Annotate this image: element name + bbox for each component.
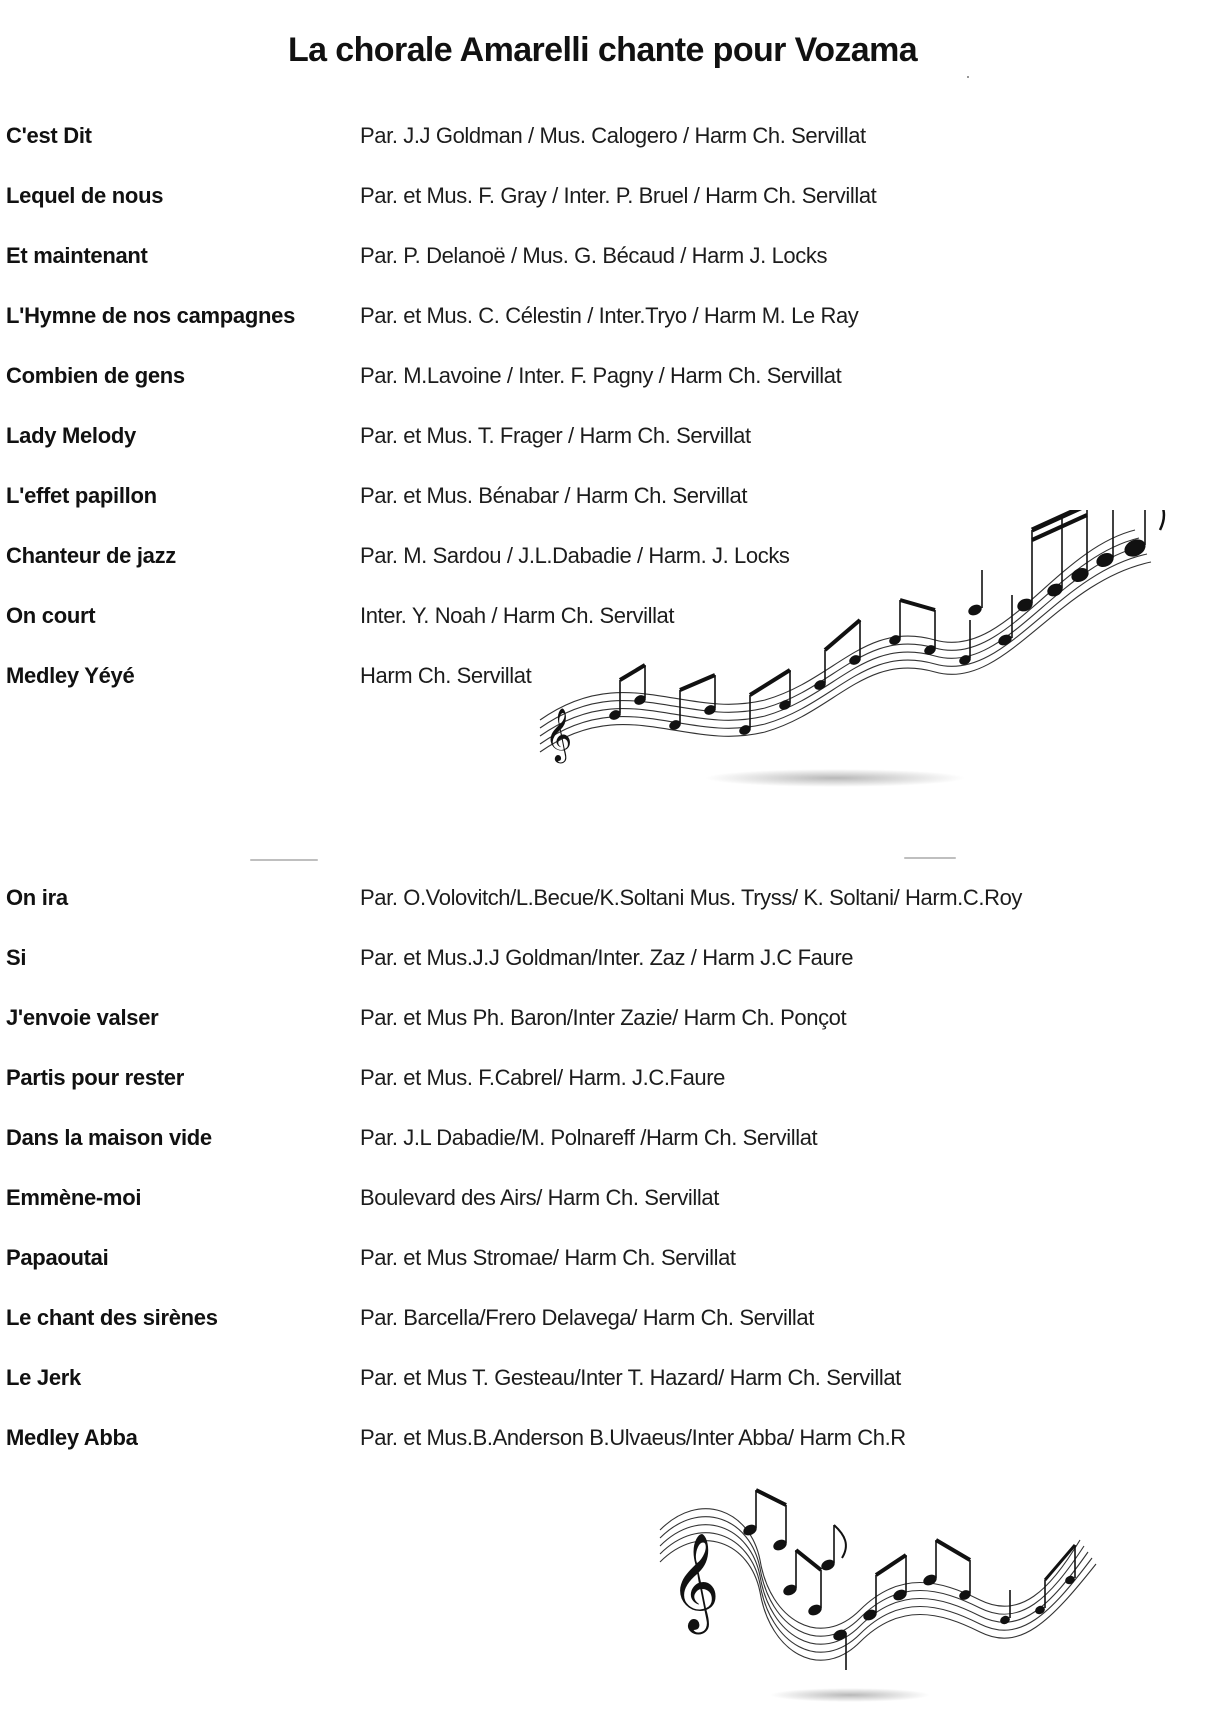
song-title: C'est Dit [6, 123, 92, 148]
song-title: On court [6, 603, 96, 628]
song-credits: Par. et Mus.J.J Goldman/Inter. Zaz / Harm J.C Faure [360, 945, 854, 970]
song-credits: Par. et Mus.B.Anderson B.Ulvaeus/Inter Abba/ Harm Ch.R [360, 1425, 906, 1450]
song-title: Medley Yéyé [6, 663, 135, 688]
program-row-on-ira [0, 885, 1205, 945]
song-title: Emmène-moi [6, 1185, 142, 1210]
program-row-si [0, 945, 1205, 1005]
song-title: Et maintenant [6, 243, 148, 268]
program-row-partis-pour-rester [0, 1065, 1205, 1125]
song-title: Partis pour rester [6, 1065, 185, 1090]
page-title: La chorale Amarelli chante pour Vozama [287, 30, 918, 69]
song-title: J'envoie valser [6, 1005, 159, 1030]
song-credits: Par. J.L Dabadie/M. Polnareff /Harm Ch. Servillat [360, 1125, 818, 1150]
music-notes-icon [535, 510, 1185, 790]
song-title: Papaoutai [6, 1245, 109, 1270]
song-title: Si [6, 945, 27, 970]
song-credits: Par. O.Volovitch/L.Becue/K.Soltani Mus. Tryss/ K. Soltani/ Harm.C.Roy [360, 885, 1023, 910]
program-list-part-2 [0, 885, 1205, 1485]
song-credits: Par. et Mus. Bénabar / Harm Ch. Servillat [360, 483, 748, 508]
song-credits: Par. et Mus Stromae/ Harm Ch. Servillat [360, 1245, 736, 1270]
song-credits: Par. et Mus. T. Frager / Harm Ch. Servillat [360, 423, 751, 448]
song-title: Le Jerk [6, 1365, 81, 1390]
program-row-c-est-dit [0, 123, 1205, 183]
program-row-dans-la-maison-vide [0, 1125, 1205, 1185]
song-credits: Par. et Mus. C. Célestin / Inter.Tryo / Harm M. Le Ray [360, 303, 859, 328]
song-title: Lady Melody [6, 423, 136, 448]
song-credits: Par. M. Sardou / J.L.Dabadie / Harm. J. Locks [360, 543, 790, 568]
song-title: Dans la maison vide [6, 1125, 212, 1150]
song-credits: Par. P. Delanoë / Mus. G. Bécaud / Harm J. Locks [360, 243, 828, 268]
song-title: Chanteur de jazz [6, 543, 177, 568]
music-notes-treble-clef-icon [640, 1470, 1110, 1710]
section-divider-left [250, 859, 318, 861]
song-title: Le chant des sirènes [6, 1305, 218, 1330]
song-credits: Par. et Mus T. Gesteau/Inter T. Hazard/ Harm Ch. Servillat [360, 1365, 901, 1390]
scan-dot [967, 76, 969, 78]
program-row-lady-melody [0, 423, 1205, 483]
program-row-combien-de-gens [0, 363, 1205, 423]
program-row-j-envoie-valser [0, 1005, 1205, 1065]
program-row-emmene-moi [0, 1185, 1205, 1245]
program-row-papaoutai [0, 1245, 1205, 1305]
program-row-le-jerk [0, 1365, 1205, 1425]
song-title: Combien de gens [6, 363, 185, 388]
program-row-l-hymne-de-nos-campagnes [0, 303, 1205, 363]
svg-text:𝄞: 𝄞 [670, 1532, 720, 1630]
song-credits: Par. et Mus Ph. Baron/Inter Zazie/ Harm Ch. Ponçot [360, 1005, 847, 1030]
song-credits: Par. J.J Goldman / Mus. Calogero / Harm Ch. Servillat [360, 123, 866, 148]
song-credits: Par. et Mus. F.Cabrel/ Harm. J.C.Faure [360, 1065, 726, 1090]
song-credits: Par. Barcella/Frero Delavega/ Harm Ch. Servillat [360, 1305, 814, 1330]
svg-text:𝄞: 𝄞 [545, 707, 573, 761]
song-credits: Boulevard des Airs/ Harm Ch. Servillat [360, 1185, 719, 1210]
song-title: Lequel de nous [6, 183, 164, 208]
program-row-le-chant-des-sirenes [0, 1305, 1205, 1365]
program-row-et-maintenant [0, 243, 1205, 303]
program-row-lequel-de-nous [0, 183, 1205, 243]
song-credits: Par. M.Lavoine / Inter. F. Pagny / Harm Ch. Servillat [360, 363, 842, 388]
song-credits: Inter. Y. Noah / Harm Ch. Servillat [360, 603, 675, 628]
section-divider-right [904, 857, 956, 859]
song-title: On ira [6, 885, 68, 910]
song-credits: Par. et Mus. F. Gray / Inter. P. Bruel / Harm Ch. Servillat [360, 183, 877, 208]
song-title: Medley Abba [6, 1425, 138, 1450]
song-title: L'Hymne de nos campagnes [6, 303, 296, 328]
song-title: L'effet papillon [6, 483, 157, 508]
song-credits: Harm Ch. Servillat [360, 663, 532, 688]
